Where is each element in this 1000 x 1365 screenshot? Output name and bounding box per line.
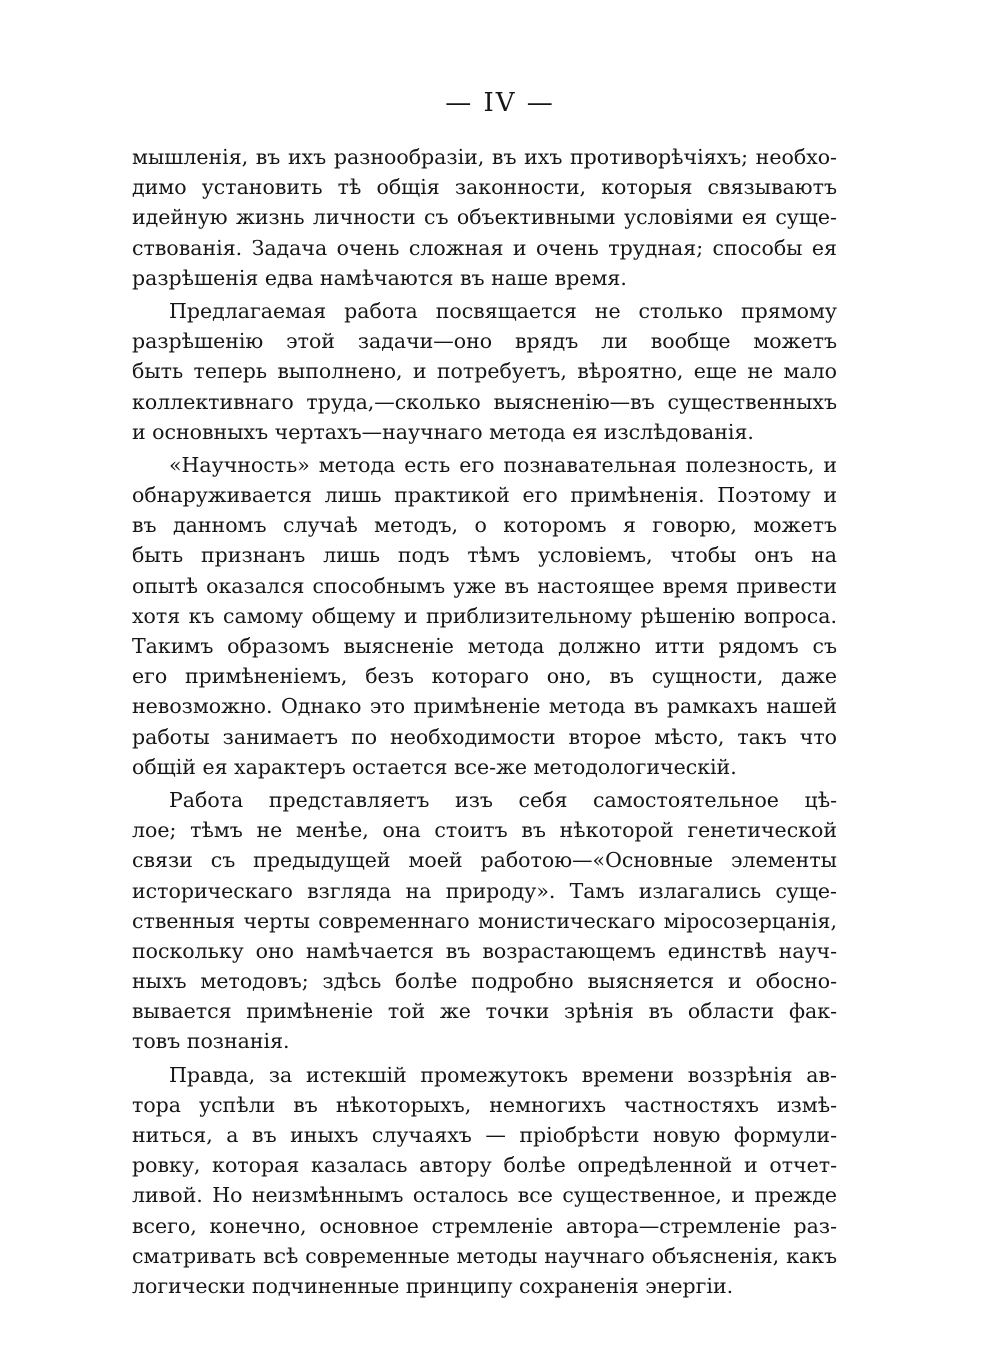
text-line: всего, конечно, основное стремленіе автора—стремленіе раз-	[132, 1213, 837, 1238]
text-line: ныхъ методовъ; здѣсь болѣе подробно выясняется и обосно-	[132, 969, 837, 994]
text-line: быть теперь выполнено, и потребуетъ, вѣроятно, еще не мало	[132, 359, 837, 384]
text-line: связи съ предыдущей моей работою—«Основные элементы	[132, 848, 837, 873]
text-line: обнаруживается лишь практикой его примѣненія. Поэтому и	[132, 483, 837, 508]
text-line: товъ познанія.	[132, 1029, 290, 1054]
text-line: ствованія. Задача очень сложная и очень трудная; способы ея	[132, 235, 837, 260]
text-line: ственныя черты современнаго монистическаго міросозерцанія,	[132, 908, 837, 933]
text-line: опытѣ оказался способнымъ уже въ настоящее время привести	[132, 573, 837, 598]
paragraph-1	[132, 142, 837, 293]
text-line: ниться, а въ иныхъ случаяхъ — пріобрѣсти новую формули-	[132, 1123, 837, 1147]
text-line: димо установить тѣ общія законности, которыя связываютъ	[132, 175, 837, 200]
text-line: поскольку оно намѣчается въ возрастающемъ единствѣ науч-	[132, 938, 837, 963]
text-line: и основныхъ чертахъ—научнаго метода ея изслѣдованія.	[132, 419, 754, 444]
paragraph-3	[132, 450, 837, 782]
text-line: ливой. Но неизмѣннымъ осталось все существенное, и прежде	[132, 1183, 837, 1208]
text-line: Предлагаемая работа посвящается не столько прямому	[169, 298, 837, 323]
text-line: быть признанъ лишь подъ тѣмъ условіемъ, чтобы онъ на	[132, 543, 837, 568]
text-line: вывается примѣненіе той же точки зрѣнія въ области фак-	[132, 999, 837, 1024]
text-line: «Научность» метода есть его познавательная полезность, и	[169, 452, 837, 477]
text-line: Работа представляетъ изъ себя самостоятельное цѣ-	[169, 787, 837, 812]
text-line: идейную жизнь личности съ объективными условіями ея суще-	[132, 205, 837, 230]
text-line: его примѣненіемъ, безъ котораго оно, въ сущности, даже	[132, 664, 837, 689]
text-line: ровку, которая казалась автору болѣе опредѣленной и отчет-	[132, 1153, 837, 1178]
text-line: логически подчиненные принципу сохраненія энергіи.	[132, 1273, 734, 1298]
text-line: лое; тѣмъ не менѣе, она стоитъ въ нѣкоторой генетической	[132, 818, 837, 843]
text-line: невозможно. Однако это примѣненіе метода въ рамкахъ нашей	[132, 694, 837, 719]
text-line: коллективнаго труда,—сколько выясненію—въ существенныхъ	[132, 389, 837, 414]
text-line: разрѣшенія едва намѣчаются въ наше время.	[132, 265, 627, 290]
text-line: хотя къ самому общему и приблизительному рѣшенію вопроса.	[132, 603, 837, 628]
text-line: сматривать всѣ современные методы научнаго объясненія, какъ	[132, 1243, 837, 1268]
paragraph-4	[132, 785, 837, 1057]
text-line: историческаго взгляда на природу». Тамъ излагались суще-	[132, 878, 837, 903]
paragraph-5	[132, 1060, 837, 1302]
text-line: въ данномъ случаѣ методъ, о которомъ я говорю, можетъ	[132, 513, 837, 538]
page-number: — IV —	[445, 88, 555, 118]
body-text	[132, 142, 837, 1301]
text-line: разрѣшенію этой задачи—оно врядъ ли вообще можетъ	[132, 329, 837, 354]
text-line: работы занимаетъ по необходимости второе мѣсто, такъ что	[132, 724, 837, 749]
text-line: общій ея характеръ остается все-же методологическій.	[132, 754, 737, 779]
text-line: Правда, за истекшій промежутокъ времени воззрѣнія ав-	[169, 1062, 837, 1087]
paragraph-2	[132, 296, 837, 447]
text-line: мышленія, въ ихъ разнообразіи, въ ихъ противорѣчіяхъ; необхо-	[132, 145, 837, 169]
text-line: тора успѣли въ нѣкоторыхъ, немногихъ частностяхъ измѣ-	[132, 1092, 837, 1117]
text-line: Такимъ образомъ выясненіе метода должно итти рядомъ съ	[132, 634, 837, 658]
